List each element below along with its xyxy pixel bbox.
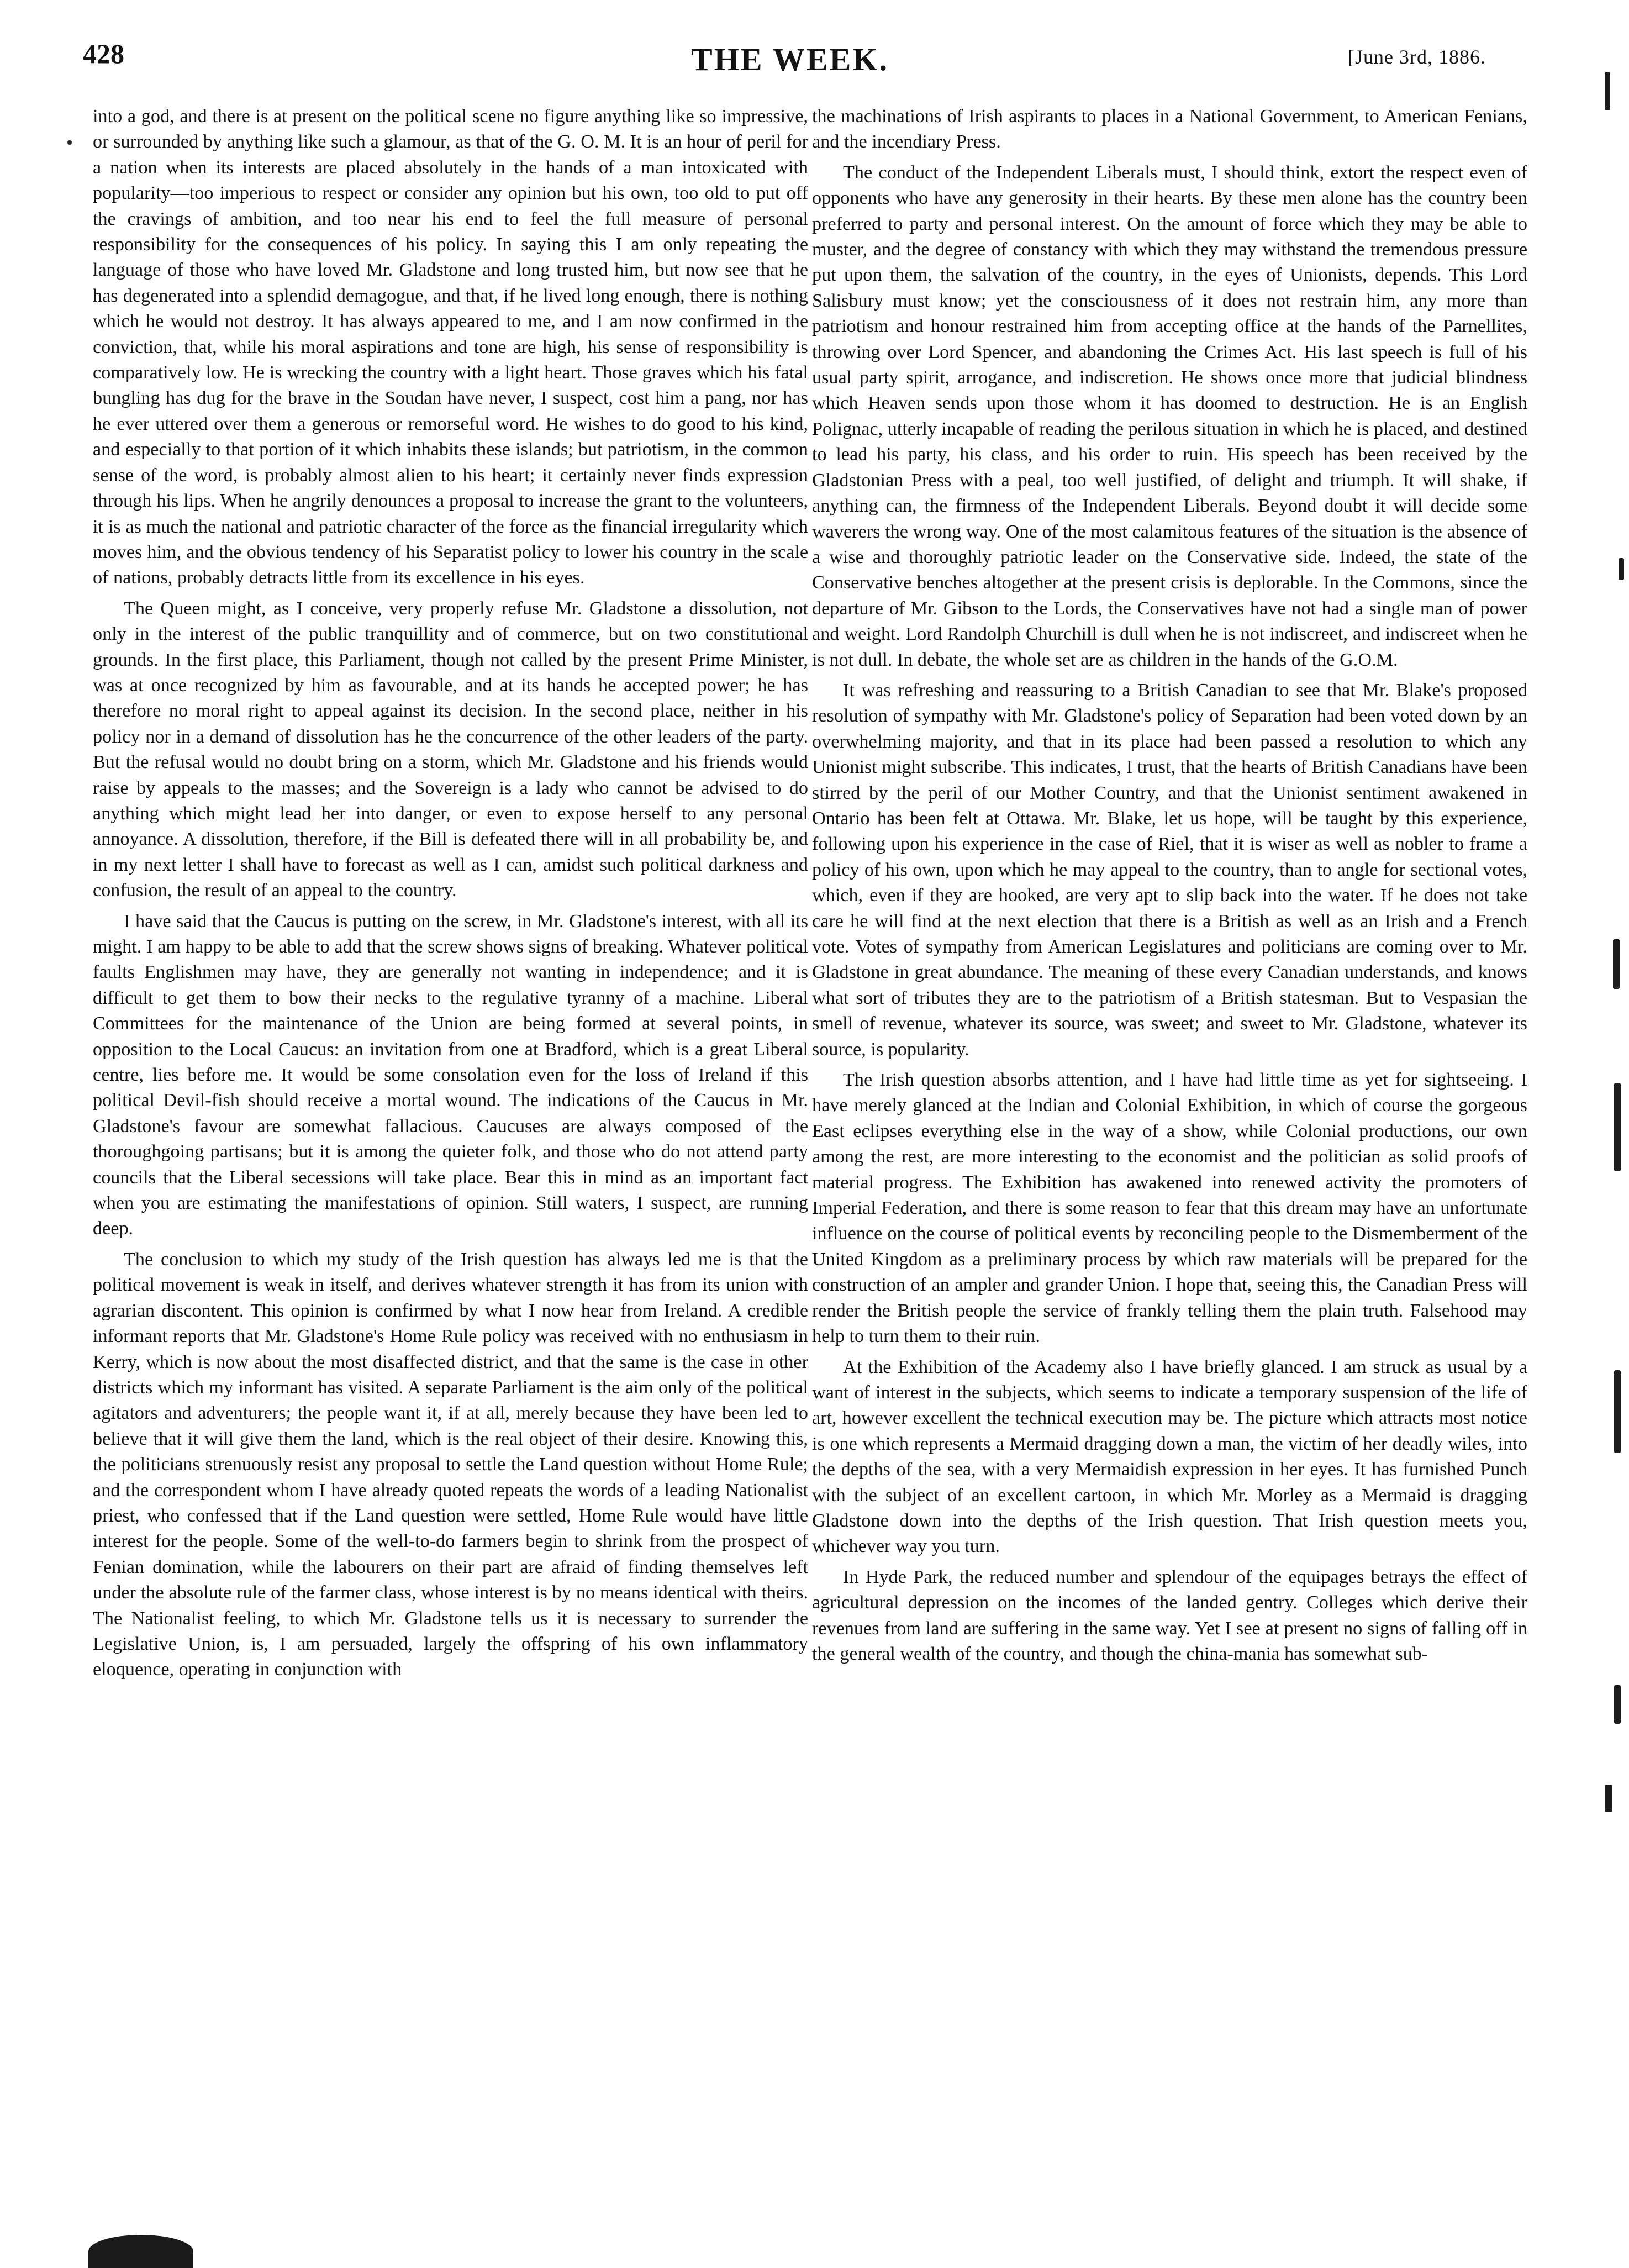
paragraph: the machinations of Irish aspirants to places in a National Government, to American Fenians, and the incendiary Press. xyxy=(812,106,1527,152)
paragraph: The conclusion to which my study of the Irish question has always led me is that the political movement is weak in itself, and derives whatever strength it has from its union with agrarian discontent. This opinion is confirmed by what I now hear from Ireland. A credible informant reports that Mr. Gladstone's Home Rule policy was received with no enthusiasm in Kerry, which is now about the most disaffected district, and that the same is the case in other districts which my informant has visited. A separate Parliament is the aim only of the political agitators and adventurers; the people want it, if at all, merely because they have been led to believe that it will give them the land, which is the real object of their desire. Knowing this, the politicians strenuously resist any proposal to settle the Land question without Home Rule; and the correspondent whom I have already quoted repeats the words of a leading Nationalist priest, who confessed that if the Land question were settled, Home Rule would have little interest for the people. Some of the well-to-do farmers begin to shrink from the prospect of Fenian domination, while the labourers on their part are afraid of finding themselves left under the absolute rule of the farmer class, whose interest is by no means identical with theirs. The Nationalist feeling, to which Mr. Gladstone tells us it is necessary to surrender the Legislative Union, is, I am persuaded, largely the offspring of his own inflammatory eloquence, operating in conjunction with xyxy=(93,1249,808,1680)
right-column xyxy=(812,104,1527,1672)
binding-mark xyxy=(1605,72,1610,110)
left-column xyxy=(93,104,808,1688)
binding-mark xyxy=(1614,1370,1621,1453)
binding-mark xyxy=(1614,1083,1621,1171)
issue-date: [June 3rd, 1886. xyxy=(1348,46,1486,68)
paragraph: It was refreshing and reassuring to a British Canadian to see that Mr. Blake's proposed resolution of sympathy with Mr. Gladstone's policy of Separation had been voted down by an overwhelming majority, and that in its place had been passed a resolution to which any Unionist might subscribe. This indicates, I trust, that the hearts of British Canadians have been stirred by the peril of our Mother Country, and that the Unionist sentiment awakened in Ontario has been felt at Ottawa. Mr. Blake, let us hope, will be taught by this experience, following upon his experience in the case of Riel, that it is wiser as well as nobler to frame a policy of his own, upon which he may appeal to the country, than to angle for sectional votes, which, even if they are hooked, are very apt to slip back into the water. If he does not take care he will find at the next election that there is a British as well as an Irish and a French vote. Votes of sympathy from American Legislatures and politicians are coming over to Mr. Gladstone in great abundance. The meaning of these every Canadian understands, and knows what sort of tributes they are to the patriotism of a British statesman. But to Vespasian the smell of revenue, whatever its source, was sweet; and sweet to Mr. Gladstone, whatever its source, is popularity. xyxy=(812,680,1527,1060)
page-header xyxy=(83,33,1497,83)
paragraph: The Irish question absorbs attention, and I have had little time as yet for sightseeing. I have merely glanced at the Indian and Colonial Exhibition, in which of course the gorgeous East eclipses everything else in the way of a show, while Colonial productions, our own among the rest, are more interesting to the economist and the politician as solid proofs of material progress. The Exhibition has awakened into renewed activity the promoters of Imperial Federation, and there is some reason to fear that this dream may have an unfortunate influence on the course of political events by reconciling people to the Dismemberment of the United Kingdom as a preliminary process by which raw materials will be prepared for the construction of an ampler and grander Union. I hope that, seeing this, the Canadian Press will render the British people the service of frankly telling them the plain truth. Falsehood may help to turn them to their ruin. xyxy=(812,1070,1527,1347)
paragraph: into a god, and there is at present on the political scene no figure anything like so impressive, or surrounded by anything like such a glamour, as that of the G. O. M. It is an hour of peril for a nation when its interests are placed absolutely in the hands of a man intoxicated with popularity—too imperious to respect or consider any opinion but his own, too old to put off the cravings of ambition, and too near his end to feel the full measure of personal responsibility for the consequences of his policy. In saying this I am only repeating the language of those who have loved Mr. Gladstone and long trusted him, but now see that he has degenerated into a splendid demagogue, and that, if he lived long enough, there is nothing which he would not destroy. It has always appeared to me, and I am now confirmed in the conviction, that, while his moral aspirations and tone are high, his sense of responsibility is comparatively low. He is wrecking the country with a light heart. Those graves which his fatal bungling has dug for the brave in the Soudan have never, I suspect, cost him a pang, nor has he ever uttered over them a generous or remorseful word. He wishes to do good to his kind, and especially to that portion of it which inhabits these islands; but patriotism, in the common sense of the word, is probably almost alien to his heart; it certainly never finds expression through his lips. When he angrily denounces a proposal to increase the grant to the volunteers, it is as much the national and patriotic character of the force as the financial irregularity which moves him, and the obvious tendency of his Separatist policy to lower his country in the scale of nations, probably detracts little from its excellence in his eyes. xyxy=(93,106,808,588)
margin-dot xyxy=(67,140,72,145)
paragraph: In Hyde Park, the reduced number and splendour of the equipages betrays the effect of agricultural depression on the incomes of the landed gentry. Colleges which derive their revenues from land are suffering in the same way. Yet I see at present no signs of falling off in the general wealth of the country, and though the china-mania has somewhat sub- xyxy=(812,1566,1527,1664)
page-number: 428 xyxy=(83,38,124,69)
binding-mark xyxy=(1619,558,1624,580)
ink-blot xyxy=(88,2235,193,2268)
paragraph: The Queen might, as I conceive, very properly refuse Mr. Gladstone a dissolution, not only in the interest of the public tranquillity and of commerce, but on two constitutional grounds. In the first place, this Parliament, though not called by the present Prime Minister, was at once recognized by him as favourable, and at its hands he accepted power; he has therefore no moral right to appeal against its decision. In the second place, neither in his policy nor in a demand of dissolution has he the concurrence of the other leaders of the party. But the refusal would no doubt bring on a storm, which Mr. Gladstone and his friends would raise by appeals to the masses; and the Sovereign is a lady who cannot be advised to do anything which might lead her into danger, or even to expose herself to any personal annoyance. A dissolution, therefore, if the Bill is defeated there will in all probability be, and in my next letter I shall have to forecast as well as I can, amidst such political darkness and confusion, the result of an appeal to the country. xyxy=(93,598,808,901)
paragraph: I have said that the Caucus is putting on the screw, in Mr. Gladstone's interest, with all its might. I am happy to be able to add that the screw shows signs of breaking. Whatever political faults Englishmen may have, they are generally not wanting in independence; and it is difficult to get them to bow their necks to the regulative tyranny of a machine. Liberal Committees for the maintenance of the Union are being formed at several points, in opposition to the Local Caucus: an invitation from one at Bradford, which is a great Liberal centre, lies before me. It would be some consolation even for the loss of Ireland if this political Devil-fish should receive a mortal wound. The indications of the Caucus in Mr. Gladstone's favour are somewhat fallacious. Caucuses are always composed of the thoroughgoing partisans; but it is among the quieter folk, and those who do not attend party councils that the Liberal secessions will take place. Bear this in mind as an important fact when you are estimating the manifestations of opinion. Still waters, I suspect, are running deep. xyxy=(93,911,808,1239)
masthead-title: THE WEEK. xyxy=(691,41,889,77)
binding-mark xyxy=(1614,1685,1621,1724)
binding-mark xyxy=(1605,1785,1612,1812)
binding-mark xyxy=(1613,939,1620,989)
paragraph: At the Exhibition of the Academy also I have briefly glanced. I am struck as usual by a want of interest in the subjects, which seems to indicate a temporary suspension of the life of art, however excellent the technical execution may be. The picture which attracts most notice is one which represents a Mermaid dragging down a man, the victim of her deadly wiles, into the depths of the sea, with a very Mermaidish expression in her eyes. It has furnished Punch with the subject of an excellent cartoon, in which Mr. Morley as a Mermaid is dragging Gladstone down into the depths of the Irish question. That Irish question meets you, whichever way you turn. xyxy=(812,1356,1527,1557)
paragraph: The conduct of the Independent Liberals must, I should think, extort the respect even of opponents who have any generosity in their hearts. By these men alone has the country been preferred to party and personal interest. On the amount of force which they may be able to muster, and the degree of constancy with which they may withstand the tremendous pressure put upon them, the salvation of the country, in the eyes of Unionists, depends. This Lord Salisbury must know; yet the consciousness of it does not restrain him, any more than patriotism and honour restrained him from accepting office at the hands of the Parnellites, throwing over Lord Spencer, and abandoning the Crimes Act. His last speech is full of his usual party spirit, arrogance, and indiscretion. He shows once more that judicial blindness which Heaven sends upon those whom it has doomed to destruction. He is an English Polignac, utterly incapable of reading the perilous situation in which he is placed, and destined to lead his party, his class, and his order to ruin. His speech has been received by the Gladstonian Press with a peal, too well justified, of delight and triumph. It will shake, if anything can, the firmness of the Independent Liberals. Beyond doubt it will decide some waverers the wrong way. One of the most calamitous features of the situation is the absence of a wise and thoroughly patriotic leader on the Conservative side. Indeed, the state of the Conservative benches altogether at the present crisis is deplorable. In the Commons, since the departure of Mr. Gibson to the Lords, the Conservatives have not had a single man of power and weight. Lord Randolph Churchill is dull when he is not indiscreet, and indiscreet when he is not dull. In debate, the whole set are as children in the hands of the G.O.M. xyxy=(812,162,1527,670)
